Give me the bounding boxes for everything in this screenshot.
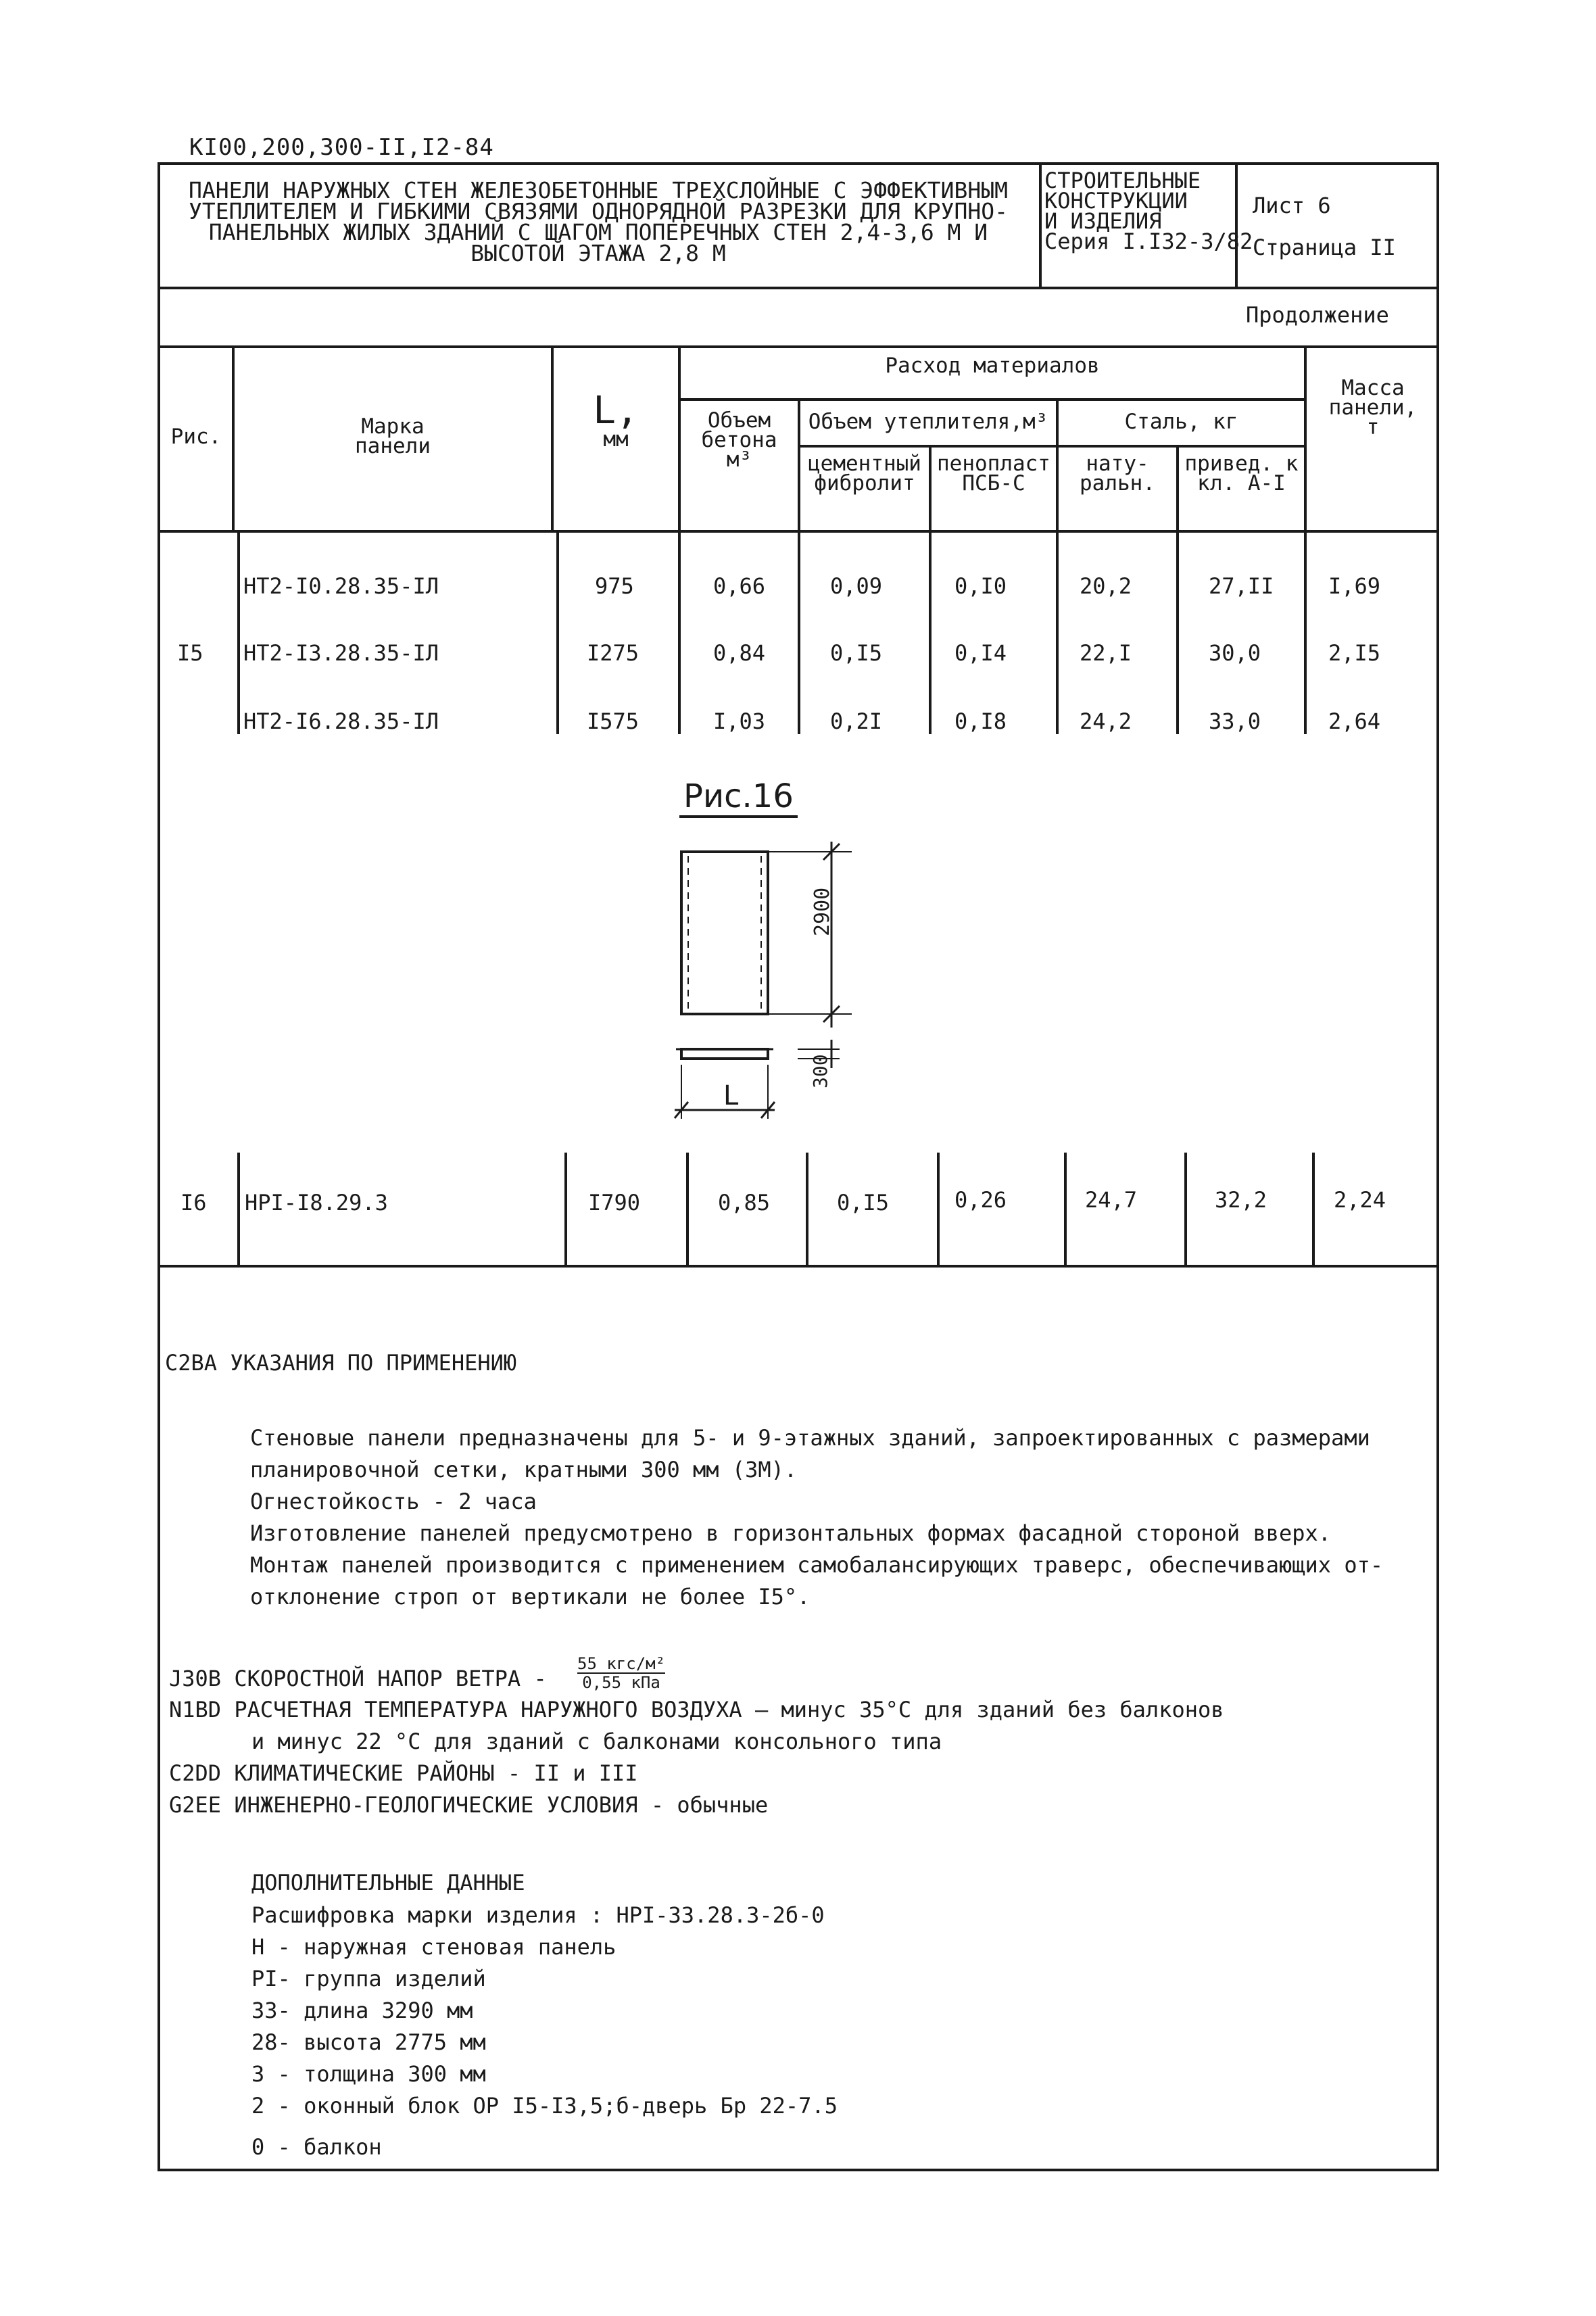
- col-header-insulation: Объем утеплителя,м³: [808, 410, 1048, 434]
- row-divider: [556, 531, 559, 734]
- panel-section: [681, 1049, 768, 1059]
- col-divider: [1304, 345, 1307, 531]
- row-divider: [1176, 531, 1179, 734]
- row-divider: [564, 1153, 567, 1266]
- additional-heading: ДОПОЛНИТЕЛЬНЫЕ ДАННЫЕ: [251, 1870, 525, 1896]
- col-header-length: L, мм: [593, 389, 639, 452]
- row-divider: [929, 531, 932, 734]
- row-divider: [937, 1153, 940, 1266]
- row-divider: [1184, 1153, 1187, 1266]
- col-header-concrete: Объем бетона м³: [701, 408, 777, 472]
- col-header-mark: Марка панели: [355, 414, 431, 458]
- condition-geology: G2EE ИНЖЕНЕРНО-ГЕОЛОГИЧЕСКИЕ УСЛОВИЯ - обычные: [169, 1792, 769, 1818]
- panel-drawing: [662, 831, 879, 1142]
- header-rule: [678, 398, 1304, 401]
- title-divider: [1039, 162, 1042, 289]
- panel-elevation: [681, 852, 768, 1014]
- page-number: Страница II: [1253, 235, 1396, 260]
- header-rule: [798, 445, 1304, 448]
- row-divider: [678, 531, 681, 734]
- table-top-rule: [158, 345, 1439, 348]
- col-header-natural: нату- ральн.: [1080, 452, 1155, 496]
- length-dimension-label: L: [723, 1080, 739, 1111]
- col-header-steel: Сталь, кг: [1124, 410, 1238, 434]
- row-divider: [237, 1153, 240, 1266]
- frame-bottom: [158, 2169, 1439, 2171]
- row-divider: [1056, 531, 1059, 734]
- document-code: КI00,200,300-II,I2-84: [189, 134, 494, 161]
- instructions-text: Стеновые панели предназначены для 5- и 9-этажных зданий, запроектированных с размерами планировочной сетки, кратными 300 мм (3М). Огнестойкость - 2 часа Изготовление панелей предусмотрено в горизонтальных формах фасадной стороной вверх. Монтаж панелей производится с применением самобалансирующих траверс, обеспечивающих от- отклонение строп от вертикали не более I5°.: [250, 1425, 1384, 1610]
- height-dimension-label: 2900: [811, 887, 834, 936]
- col-header-foam: пенопласт ПСБ-С: [937, 452, 1050, 496]
- row-divider: [798, 531, 800, 734]
- additional-list: Расшифровка марки изделия : НРI-33.28.3-2б-0 Н - наружная стеновая панель РI- группа изделий 33- длина 3290 мм 28- высота 2775 мм 3 - толщина 300 мм 2 - оконный блок ОР I5-I3,5;б-дверь Бр 22-7.5 0 - балкон: [251, 1902, 838, 2160]
- row-divider: [237, 531, 240, 734]
- catalog-block: СТРОИТЕЛЬНЫЕ КОНСТРУКЦИИ И ИЗДЕЛИЯ Серия I.I32-3/82: [1044, 168, 1253, 254]
- row-divider: [1312, 1153, 1315, 1266]
- fig-15-label: I5: [177, 640, 203, 666]
- col-header-reduced: привед. к кл. А-I: [1184, 452, 1299, 496]
- col-header-fig: Рис.: [170, 425, 222, 449]
- col-header-materials: Расход материалов: [885, 354, 1100, 378]
- instructions-heading: C2BA УКАЗАНИЯ ПО ПРИМЕНЕНИЮ: [165, 1350, 517, 1376]
- condition-climate: C2DD КЛИМАТИЧЕСКИЕ РАЙОНЫ - II и III: [169, 1760, 638, 1786]
- table-bottom-rule: [158, 1265, 1439, 1268]
- row-divider: [686, 1153, 689, 1266]
- wind-fraction: 55 кгс/м² 0,55 кПа: [577, 1654, 666, 1692]
- continuation-label: Продолжение: [1246, 302, 1389, 328]
- thickness-dimension-label: 300: [809, 1054, 831, 1088]
- row-divider: [1304, 531, 1307, 734]
- sheet-number: Лист 6: [1253, 193, 1331, 218]
- figure-caption: Рис.16: [679, 777, 798, 818]
- col-header-mass: Масса панели, т: [1328, 376, 1418, 439]
- row-divider: [1064, 1153, 1067, 1266]
- condition-temperature: N1BD РАСЧЕТНАЯ ТЕМПЕРАТУРА НАРУЖНОГО ВОЗДУХА — минус 35°С для зданий без балконов и минус 22 °С для зданий с балконами консольного типа: [169, 1697, 1224, 1754]
- document-title: ПАНЕЛИ НАРУЖНЫХ СТЕН ЖЕЛЕЗОБЕТОННЫЕ ТРЕХСЛОЙНЫЕ С ЭФФЕКТИВНЫМ УТЕПЛИТЕЛЕМ И ГИБКИМИ СВЯЗЯМИ ОДНОРЯДНОЙ РАЗРЕЗКИ ДЛЯ КРУПНО- ПАНЕЛЬНЫХ ЖИЛЫХ ЗДАНИЙ С ШАГОМ ПОПЕРЕЧНЫХ СТЕН 2,4-3,6 М И ВЫСОТОЙ ЭТАЖА 2,8 М: [189, 177, 1008, 266]
- col-header-cement: цементный фибролит: [808, 452, 921, 496]
- condition-wind: J30B СКОРОСТНОЙ НАПОР ВЕТРА -: [169, 1666, 547, 1691]
- row-divider: [806, 1153, 808, 1266]
